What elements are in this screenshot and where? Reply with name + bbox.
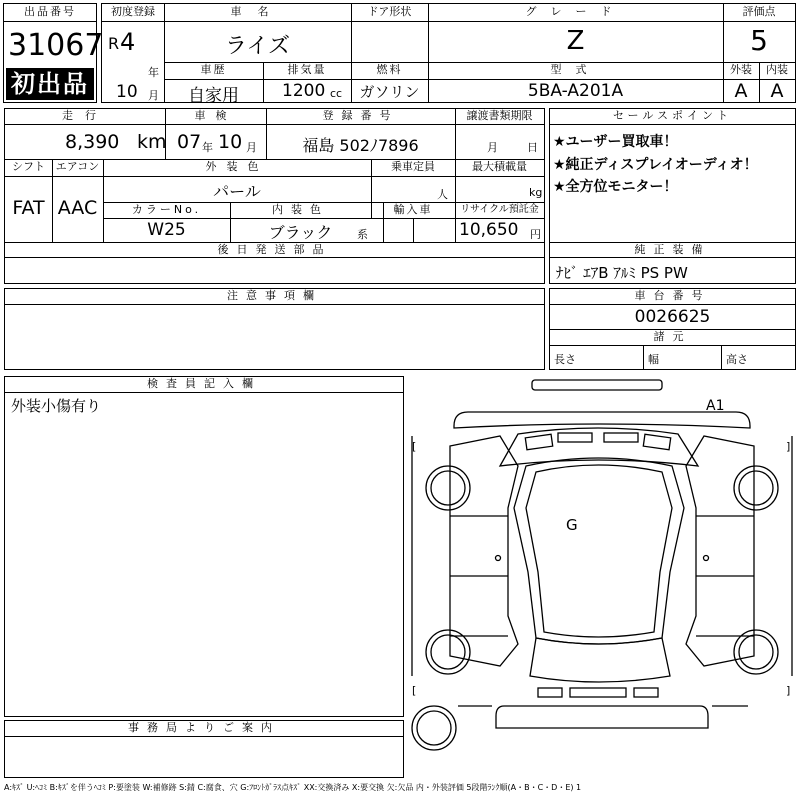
load-label: 最大積載量 bbox=[472, 160, 527, 173]
genuine-equipment: ﾅﾋﾞ ｴｱB ｱﾙﾐ PS PW bbox=[556, 264, 688, 282]
mileage: 8,390 bbox=[65, 131, 120, 153]
vehicle-header-grid bbox=[101, 3, 796, 106]
fuel-label: 燃料 bbox=[376, 63, 403, 76]
inspector-box bbox=[4, 376, 404, 717]
sales-points-box bbox=[549, 108, 796, 284]
ext-color-label: 外装色 bbox=[205, 160, 269, 173]
inspector-remark: 外装小傷有り bbox=[11, 397, 102, 415]
reg-year-unit: 年 bbox=[148, 66, 159, 79]
notes-label: 注意事項欄 bbox=[227, 289, 322, 302]
exterior-score: A bbox=[734, 80, 748, 102]
ac-label: エアコン bbox=[55, 160, 100, 173]
transfer-day-unit: 日 bbox=[527, 141, 538, 154]
diagram-mark-g: G bbox=[566, 516, 578, 534]
capacity-label: 乗車定員 bbox=[391, 160, 435, 173]
interior-score: A bbox=[770, 80, 784, 102]
bracket-right-rear: ] bbox=[786, 684, 791, 697]
chassis-box bbox=[549, 288, 796, 370]
color-no: W25 bbox=[147, 220, 186, 240]
inspector-label: 検査員記入欄 bbox=[147, 377, 261, 390]
mileage-label: 走行 bbox=[62, 109, 108, 122]
notes-box bbox=[4, 288, 545, 370]
history-label: 車歴 bbox=[200, 63, 227, 76]
lot-number-label: 出品番号 bbox=[24, 5, 76, 18]
plate: 福島 502ﾉ7896 bbox=[302, 136, 419, 155]
displacement-unit: cc bbox=[330, 87, 343, 100]
specs-label: 諸元 bbox=[653, 330, 692, 343]
exterior-label: 外装 bbox=[730, 63, 752, 76]
car-name: ライズ bbox=[224, 34, 291, 59]
plate-label: 登録番号 bbox=[322, 109, 399, 122]
later-parts-label: 後日発送部品 bbox=[217, 243, 332, 256]
chassis-number: 0026625 bbox=[634, 307, 711, 327]
fuel: ガソリン bbox=[359, 83, 420, 101]
recycle-amount: 10,650 bbox=[459, 220, 519, 240]
chassis-label: 車台番号 bbox=[634, 289, 711, 302]
sales-point-3: ★全方位モニター！ bbox=[553, 179, 678, 195]
office-label: 事務局よりご案内 bbox=[128, 721, 280, 734]
sales-point-1: ★ユーザー買取車！ bbox=[553, 134, 678, 150]
car-diagram bbox=[408, 376, 796, 778]
diagram-mark-a1: A1 bbox=[706, 398, 725, 414]
int-color-unit: 系 bbox=[357, 228, 368, 241]
era-mark: R bbox=[108, 34, 120, 53]
score: 5 bbox=[750, 24, 768, 57]
inspection-year: 07 bbox=[177, 131, 202, 153]
transfer-month-unit: 月 bbox=[487, 141, 498, 154]
reg-month: 10 bbox=[116, 82, 138, 102]
shift-label: シフト bbox=[12, 160, 45, 173]
mileage-unit: km bbox=[137, 131, 167, 153]
inspection-year-unit: 年 bbox=[202, 141, 213, 154]
displacement: 1200 bbox=[282, 81, 326, 101]
interior-label: 内装 bbox=[766, 63, 788, 76]
history: 自家用 bbox=[188, 86, 239, 106]
capacity-unit: 人 bbox=[437, 188, 448, 201]
car-name-label: 車名 bbox=[230, 5, 285, 18]
ext-color: パール bbox=[213, 182, 261, 201]
car-diagram-box bbox=[408, 376, 796, 778]
reg-year: 4 bbox=[120, 28, 136, 56]
vehicle-details-grid bbox=[4, 108, 545, 284]
transfer-label: 譲渡書類期限 bbox=[466, 109, 533, 122]
grade: Z bbox=[566, 26, 585, 56]
inspection-label: 車検 bbox=[194, 109, 237, 122]
ac: AAC bbox=[57, 197, 98, 219]
recycle-unit: 円 bbox=[530, 228, 541, 241]
bracket-left-front: [ bbox=[412, 440, 417, 453]
int-color: ブラック bbox=[268, 223, 333, 242]
lot-number: 31067 bbox=[8, 28, 104, 63]
grade-label: グレード bbox=[525, 5, 626, 18]
height-label: 高さ bbox=[726, 353, 748, 366]
inspection-month-unit: 月 bbox=[246, 141, 257, 154]
legend: A:ｷｽﾞ U:ﾍｺﾐ B:ｷｽﾞを伴うﾍｺﾐ P:要塗装 W:補修跡 S:錆 C:腐食、穴 G:ﾌﾛﾝﾄｶﾞﾗｽ点ｷｽﾞ XX:交換済み X:要交換 欠:欠品 内・外装評価 5段階ﾗﾝｸ順(A・B・C・D・E) 1 bbox=[4, 783, 582, 792]
color-no-label: カラーNo. bbox=[131, 203, 202, 216]
inspection-month: 10 bbox=[218, 131, 243, 153]
load-unit: kg bbox=[529, 186, 543, 199]
sales-points-label: セールスポイント bbox=[612, 109, 732, 122]
int-color-label: 内装色 bbox=[272, 203, 329, 216]
genuine-equipment-label: 純正装備 bbox=[634, 243, 711, 256]
sales-point-2: ★純正ディスプレイオーディオ！ bbox=[553, 157, 758, 173]
width-label: 幅 bbox=[648, 353, 659, 366]
model-label: 型式 bbox=[550, 63, 601, 76]
reg-year-label: 初度登録 bbox=[111, 5, 155, 18]
office-box bbox=[4, 720, 404, 778]
lot-number-box bbox=[3, 3, 104, 103]
score-label: 評価点 bbox=[742, 5, 776, 18]
bracket-left-rear: [ bbox=[412, 684, 417, 697]
import-label: 輸入車 bbox=[393, 203, 433, 216]
model: 5BA-A201A bbox=[527, 81, 624, 101]
first-listing-badge: 初出品 bbox=[6, 68, 94, 100]
shift: FAT bbox=[12, 197, 45, 219]
recycle-label: リサイクル預託金 bbox=[460, 204, 539, 215]
bracket-right-front: ] bbox=[786, 440, 791, 453]
door-label: ドア形状 bbox=[367, 5, 412, 18]
length-label: 長さ bbox=[554, 353, 576, 366]
displacement-label: 排気量 bbox=[287, 63, 327, 76]
reg-month-unit: 月 bbox=[148, 89, 159, 102]
